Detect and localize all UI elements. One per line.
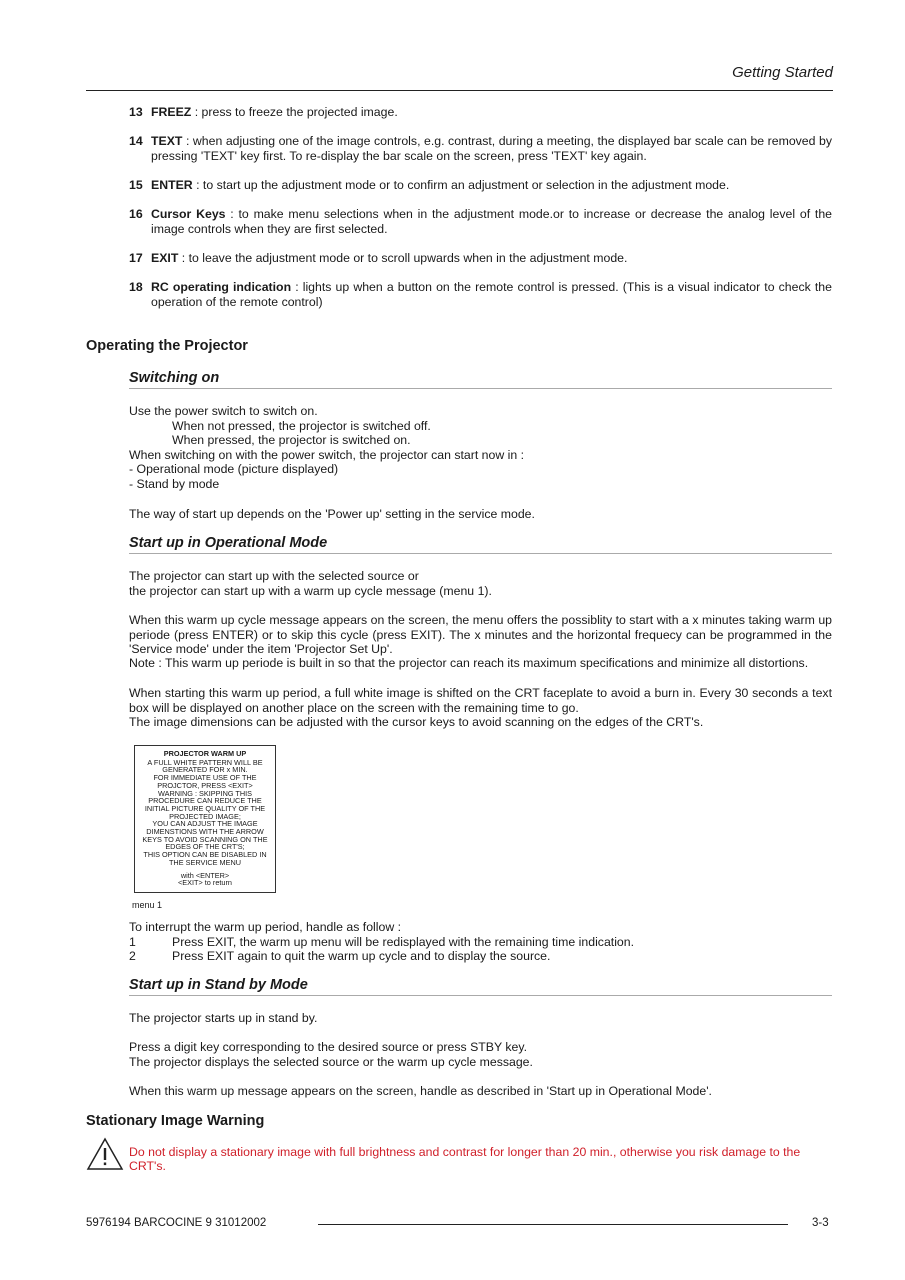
item-key: Cursor Keys bbox=[151, 207, 226, 221]
step-text: Press EXIT, the warm up menu will be redisplayed with the remaining time indication. bbox=[172, 934, 635, 949]
menu-line: INITIAL PICTURE QUALITY OF THE bbox=[144, 803, 266, 813]
warm-up-description: When this warm up cycle message appears on the screen, the menu offers the possiblity to start with a x minutes taking warm up periode (press ENTER) or to skip this cycle (press EXIT). The x minutes and the horizontal frequecy can be programmed in the 'Service mode' under the item 'Projector Set Up'. bbox=[129, 613, 832, 657]
text-paragraph: When starting this warm up period, a full white image is shifted on the CRT faceplate to avoid a burn in. Every 30 seconds a text box will be displayed on another place on the screen with the remaining time to go. bbox=[129, 686, 832, 715]
menu-line: THIS OPTION CAN BE DISABLED IN bbox=[143, 850, 267, 860]
item-number: 15 bbox=[129, 178, 143, 192]
text-line: - Operational mode (picture displayed) bbox=[129, 462, 339, 477]
operational-intro bbox=[129, 569, 832, 598]
step-number: 2 bbox=[129, 949, 136, 964]
text-line: To interrupt the warm up period, handle as follow : bbox=[129, 920, 402, 934]
list-item-16 bbox=[129, 207, 832, 236]
item-text: : lights up when a button on the remote control is pressed. (This is a visual indicator to check the operation of the remote control) bbox=[151, 280, 832, 309]
item-text: : to make menu selections when in the adjustment mode.or to increase or decrease the analog level of the image controls when they are first selected. bbox=[151, 207, 832, 236]
item-text: : to start up the adjustment mode or to confirm an adjustment or selection in the adjustment mode. bbox=[192, 178, 730, 192]
warm-up-details bbox=[129, 686, 832, 730]
menu-line: THE SERVICE MENU bbox=[168, 857, 242, 867]
list-item-17 bbox=[129, 251, 832, 266]
item-key: FREEZ bbox=[151, 105, 192, 119]
power-up-note: The way of start up depends on the 'Power up' setting in the service mode. bbox=[129, 507, 535, 521]
item-number: 14 bbox=[129, 134, 143, 148]
stationary-warning-text: Do not display a stationary image with full brightness and contrast for longer than 20 min., otherwise you risk damage to the CRT's. bbox=[129, 1145, 801, 1173]
item-key: RC operating indication bbox=[151, 280, 292, 294]
step-item bbox=[129, 949, 832, 964]
warm-up-menu-figure bbox=[134, 745, 276, 893]
menu-line: WARNING : SKIPPING THIS bbox=[157, 788, 253, 798]
footer-document-id: 5976194 BARCOCINE 9 31012002 bbox=[86, 1217, 267, 1229]
item-key: TEXT bbox=[151, 134, 183, 148]
item-text: : to leave the adjustment mode or to scroll upwards when in the adjustment mode. bbox=[178, 251, 628, 265]
menu-line: FOR IMMEDIATE USE OF THE bbox=[153, 773, 257, 783]
text-line: Press a digit key corresponding to the desired source or press STBY key. bbox=[129, 1040, 528, 1054]
item-key: ENTER bbox=[151, 178, 193, 192]
warm-up-note: Note : This warm up periode is built in so that the projector can reach its maximum specifications and minimize all distortions. bbox=[129, 656, 809, 670]
menu-line: YOU CAN ADJUST THE IMAGE bbox=[152, 819, 258, 829]
standby-instructions bbox=[129, 1040, 832, 1069]
section-heading-operating: Operating the Projector bbox=[86, 338, 248, 354]
standby-note: When this warm up message appears on the screen, handle as described in 'Start up in Operational Mode'. bbox=[129, 1084, 712, 1098]
subsection-heading-switching-on: Switching on bbox=[129, 370, 832, 389]
page-header-title: Getting Started bbox=[732, 64, 833, 81]
list-item-14 bbox=[129, 134, 832, 163]
item-key: EXIT bbox=[151, 251, 179, 265]
text-line: The projector displays the selected source or the warm up cycle message. bbox=[129, 1054, 533, 1069]
text-line: When switching on with the power switch, the projector can start now in : bbox=[129, 447, 525, 462]
subsection-heading-standby-mode: Start up in Stand by Mode bbox=[129, 977, 832, 996]
page-number: 3-3 bbox=[812, 1217, 829, 1229]
section-heading-stationary-warning: Stationary Image Warning bbox=[86, 1113, 265, 1129]
menu-line: PROCEDURE CAN REDUCE THE bbox=[148, 796, 262, 806]
interrupt-instructions bbox=[129, 920, 832, 964]
text-line: When not pressed, the projector is switched off. bbox=[172, 418, 431, 433]
text-line: When pressed, the projector is switched on. bbox=[172, 433, 411, 448]
menu-line: PROJCTOR, PRESS <EXIT> bbox=[157, 780, 253, 790]
item-number: 17 bbox=[129, 251, 143, 265]
menu-line: GENERATED FOR x MIN. bbox=[162, 765, 248, 775]
step-text: Press EXIT again to quit the warm up cycle and to display the source. bbox=[172, 949, 551, 964]
list-item-18 bbox=[129, 280, 832, 309]
item-number: 13 bbox=[129, 105, 143, 119]
step-item bbox=[129, 935, 832, 950]
warning-triangle-icon bbox=[86, 1137, 124, 1176]
text-line: the projector can start up with a warm up cycle message (menu 1). bbox=[129, 583, 492, 598]
switching-on-text bbox=[129, 404, 832, 492]
item-number: 18 bbox=[129, 280, 143, 294]
menu-line: KEYS TO AVOID SCANNING ON THE bbox=[142, 834, 268, 844]
text-line: The projector can start up with the selected source or bbox=[129, 569, 419, 583]
menu-caption: menu 1 bbox=[132, 900, 163, 910]
menu-line: DIMENSTIONS WITH THE ARROW bbox=[146, 827, 264, 837]
subsection-heading-operational-mode: Start up in Operational Mode bbox=[129, 535, 832, 554]
text-line: - Stand by mode bbox=[129, 476, 220, 491]
item-text: : press to freeze the projected image. bbox=[191, 105, 398, 119]
text-paragraph: The image dimensions can be adjusted with the cursor keys to avoid scanning on the edges of the CRT's. bbox=[129, 715, 704, 730]
item-number: 16 bbox=[129, 207, 143, 221]
menu-footer-exit: <EXIT> to return bbox=[178, 878, 232, 888]
list-item-13 bbox=[129, 105, 832, 120]
menu-footer-enter: with <ENTER> bbox=[180, 870, 230, 880]
menu-line: PROJECTED IMAGE; bbox=[169, 811, 241, 821]
menu-title: PROJECTOR WARM UP bbox=[163, 749, 247, 758]
text-line: Use the power switch to switch on. bbox=[129, 404, 318, 418]
standby-intro: The projector starts up in stand by. bbox=[129, 1011, 318, 1025]
menu-line: A FULL WHITE PATTERN WILL BE bbox=[147, 757, 263, 767]
step-number: 1 bbox=[129, 934, 136, 949]
footer-divider bbox=[318, 1224, 788, 1225]
menu-line: EDGES OF THE CRT'S; bbox=[165, 842, 245, 852]
item-text: : when adjusting one of the image controls, e.g. contrast, during a meeting, the displayed bar scale can be removed by pressing 'TEXT' key first. To re-display the bar scale on the screen, press 'TEXT' key again. bbox=[151, 134, 832, 163]
header-divider bbox=[86, 90, 833, 91]
list-item-15 bbox=[129, 178, 832, 193]
